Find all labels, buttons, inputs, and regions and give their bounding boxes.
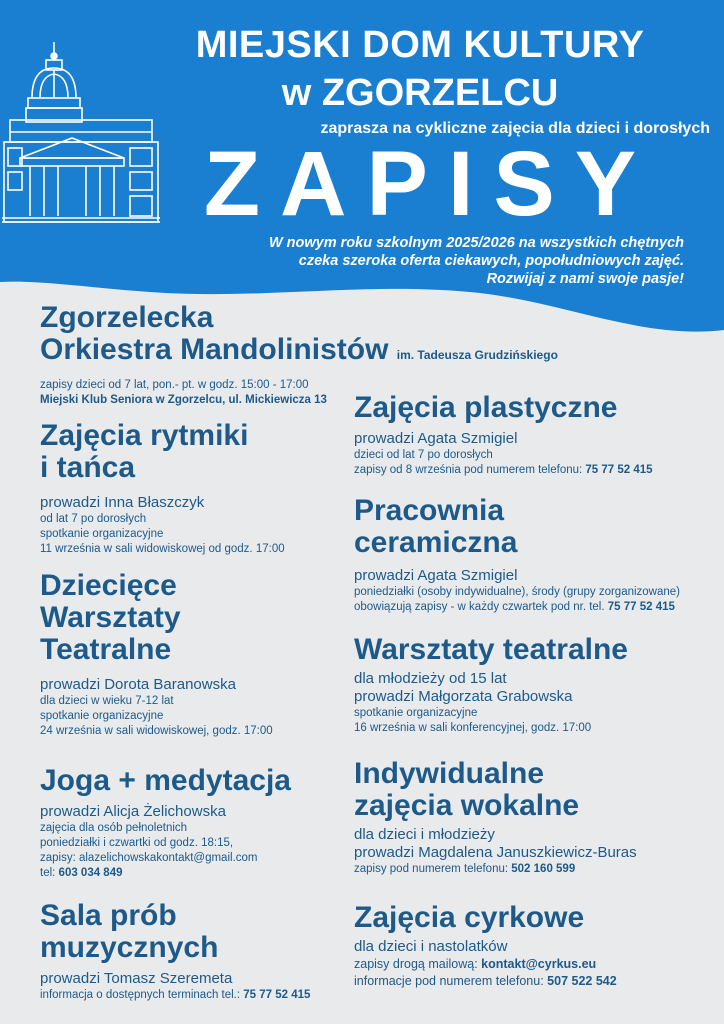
info-label: informacja o dostępnych terminach tel.: [40,989,244,1001]
section-teatralne [354,634,628,736]
section-title: Warsztaty [40,601,181,634]
info-line: zapisy dzieci od 7 lat, pon.- pt. w godz. 15:00 - 17:00 [40,379,309,391]
leader: prowadzi Dorota Baranowska [40,676,236,693]
section-title: muzycznych [40,931,219,964]
section-title [40,334,558,371]
leader: prowadzi Agata Szmigiel [354,430,518,447]
section-title: Zajęcia rytmiki [40,419,249,452]
header-subtitle: zaprasza na cykliczne zajęcia dla dzieci i dorosłych [320,120,710,137]
leader: prowadzi Tomasz Szeremeta [40,970,233,987]
tel-number: 507 522 542 [547,974,617,988]
info-line: spotkanie organizacyjne [40,710,164,722]
leader: prowadzi Alicja Żelichowska [40,803,226,820]
info-line [354,973,617,990]
info-line: 11 września w sali widowiskowej od godz. 17:00 [40,543,285,555]
section-joga [40,765,291,881]
section-title: zajęcia wokalne [354,789,580,822]
tel-number: 502 160 599 [511,863,576,875]
info-line: spotkanie organizacyjne [354,707,478,719]
section-dzieciece [40,570,273,739]
info-line [354,956,617,973]
section-title: Pracownia [354,494,505,527]
info-line: poniedziałki (osoby indywidualne), środy (grupy zorganizowane) [354,586,681,598]
honorific: im. Tadeusza Grudzińskiego [396,348,558,362]
section-title: Zgorzelecka [40,301,214,334]
email-address[interactable]: kontakt@cyrkus.eu [481,957,597,971]
info-line [354,463,653,478]
info-line [40,866,291,881]
info-line: dzieci od lat 7 po dorosłych [354,449,493,461]
info-line: od lat 7 po dorosłych [40,513,147,525]
section-wokalne [354,758,637,877]
info-line: zajęcia dla osób pełnoletnich [40,822,188,834]
leader: prowadzi Agata Szmigiel [354,567,518,584]
audience: dla dzieci i nastolatków [354,938,508,955]
section-title: Dziecięce [40,569,177,602]
tel-number: 75 77 52 415 [585,464,653,476]
section-title: Zajęcia plastyczne [354,391,618,424]
info-line [354,862,637,877]
header-title-line2: w ZGORZELCU [281,72,559,114]
leader: prowadzi Małgorzata Grabowska [354,688,573,705]
tel-number: 75 77 52 415 [607,601,675,613]
info-line: spotkanie organizacyjne [40,528,164,540]
header-intro [150,234,684,288]
section-title: Teatralne [40,633,172,666]
info-line: zapisy: alazelichowskakontakt@gmail.com [40,852,258,864]
section-ceramika [354,495,680,615]
section-rytmika [40,420,285,557]
section-title-text: Orkiestra Mandolinistów [40,333,389,366]
section-title: ceramiczna [354,526,518,559]
info-label: zapisy pod numerem telefonu: [354,863,512,875]
intro-line: Rozwijaj z nami swoje pasje! [486,271,684,287]
audience: dla dzieci i młodzieży [354,826,495,843]
audience: dla młodzieży od 15 lat [354,670,507,687]
header-title-line1: MIEJSKI DOM KULTURY [195,24,645,66]
info-line: 24 września w sali widowiskowej, godz. 17:00 [40,725,273,737]
intro-line: W nowym roku szkolnym 2025/2026 na wszystkich chętnych [268,235,684,251]
info-line [354,600,680,615]
tel-label: informacje pod numerem telefonu: [354,974,548,988]
section-plastyczne [354,392,653,478]
section-title: Warsztaty teatralne [354,633,628,666]
section-title: i tańca [40,451,136,484]
tel-number: 75 77 52 415 [243,989,311,1001]
section-title: Zajęcia cyrkowe [354,901,585,934]
header-banner [0,0,724,340]
email-label: zapisy drogą mailową: [354,957,482,971]
info-label: obowiązują zapisy - w każdy czwartek pod nr. tel. [354,601,608,613]
section-title: Joga + medytacja [40,764,291,797]
info-label: zapisy od 8 września pod numerem telefonu: [354,464,586,476]
section-title: Indywidualne [354,757,545,790]
leader: prowadzi Magdalena Januszkiewicz-Buras [354,844,637,861]
intro-line: czeka szeroka oferta ciekawych, popołudniowych zajęć. [298,253,684,269]
tel-number: 603 034 849 [58,867,123,879]
info-line: dla dzieci w wieku 7-12 lat [40,695,174,707]
building-facade-icon [2,40,162,225]
section-cyrkowe [354,902,617,990]
section-sala [40,900,310,1003]
section-title: Sala prób [40,899,177,932]
info-line: Miejski Klub Seniora w Zgorzelcu, ul. Mickiewicza 13 [40,394,327,406]
info-line: poniedziałki i czwartki od godz. 18:15, [40,837,234,849]
header-zapisy: ZAPISY [203,133,657,235]
leader: prowadzi Inna Błaszczyk [40,494,205,511]
info-line: 16 września w sali konferencyjnej, godz. 17:00 [354,722,592,734]
tel-label: tel: [40,867,59,879]
info-line [40,988,310,1003]
